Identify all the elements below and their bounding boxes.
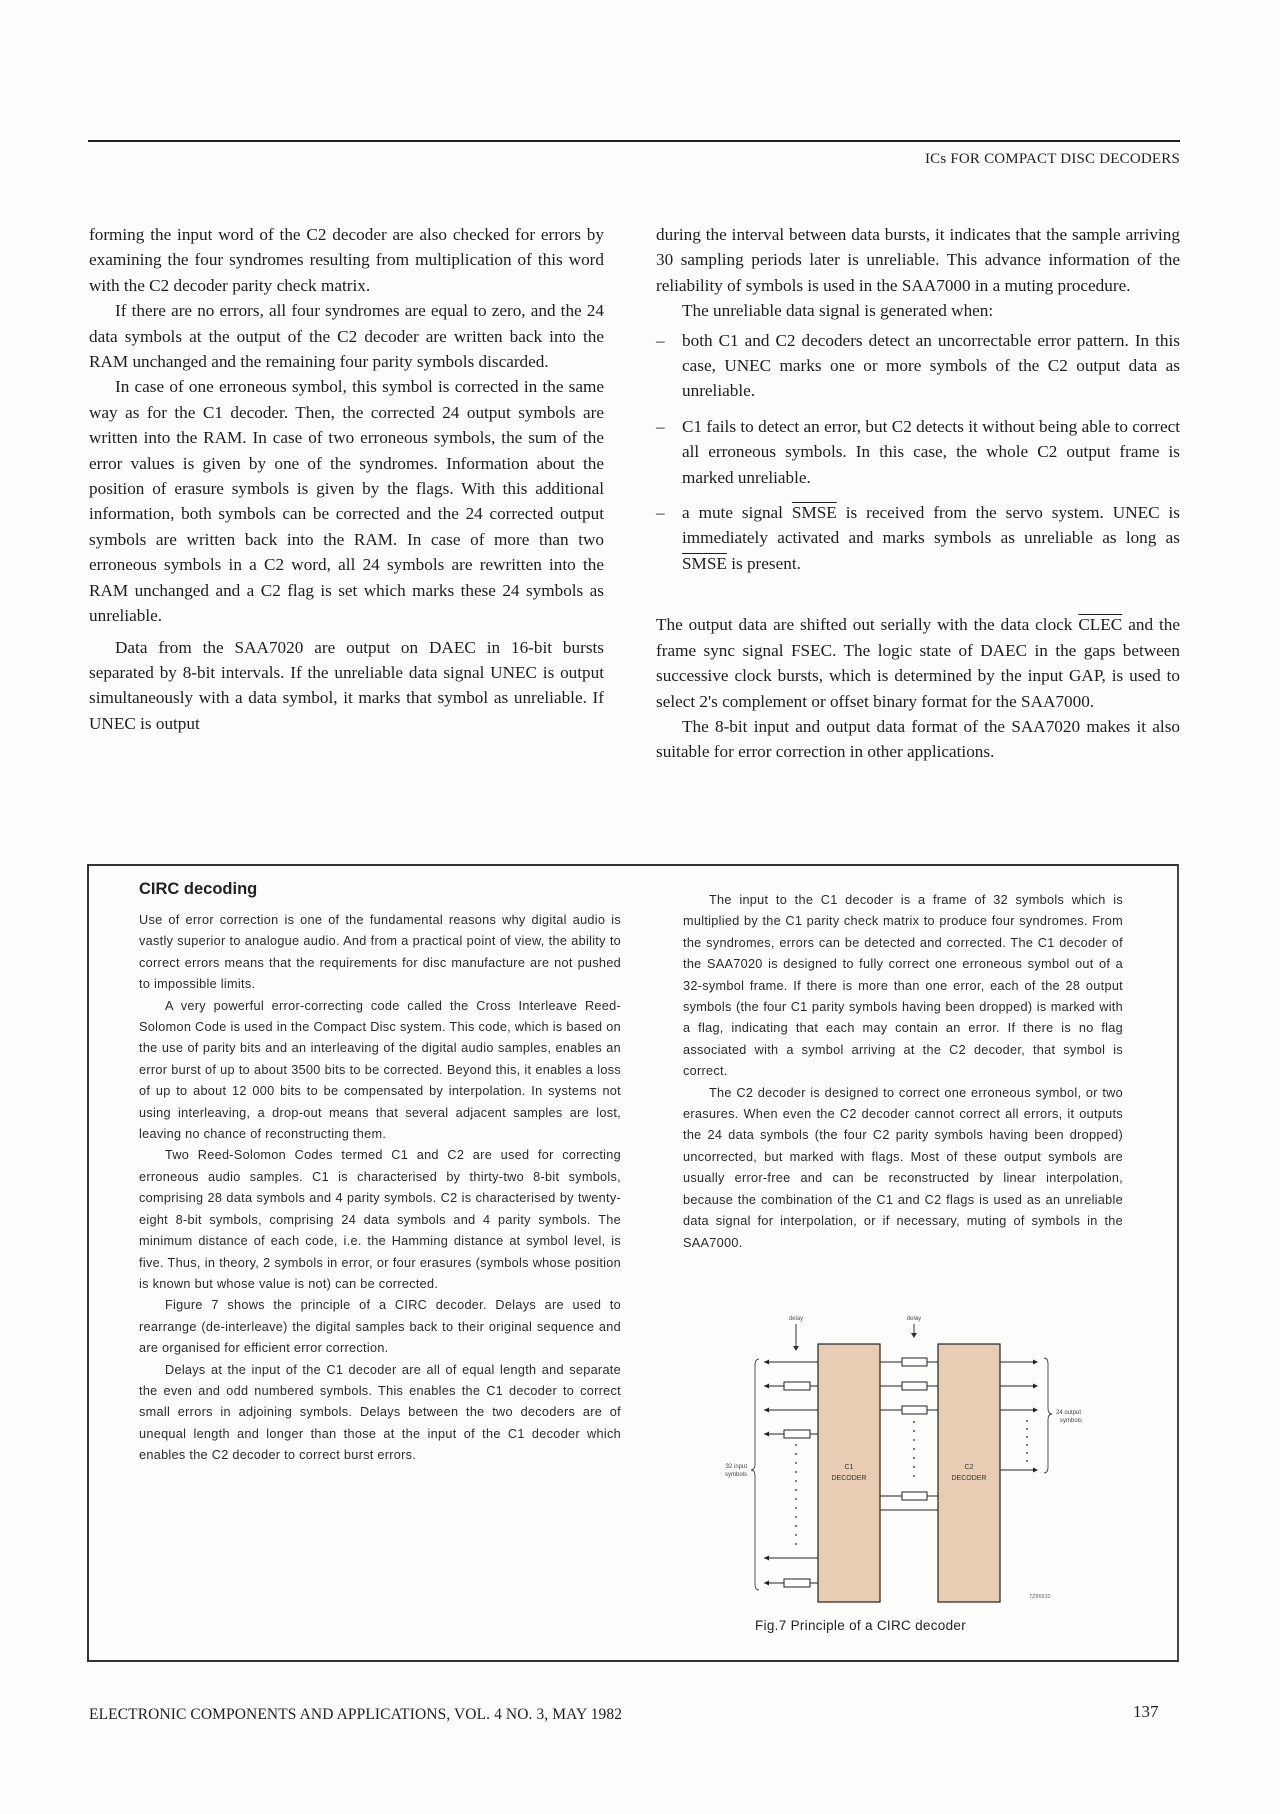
paragraph: If there are no errors, all four syndromes are equal to zero, and the 24 data symbols at the output of the C2 decoder are written back into the RAM unchanged and the remaining four parity symbols discarded.: [89, 301, 604, 372]
delay-label: delay: [788, 1316, 804, 1322]
paragraph: The 8-bit input and output data format of the SAA7020 makes it also suitable for error correction in other applications.: [656, 716, 1180, 762]
paragraph: In case of one erroneous symbol, this symbol is corrected in the same way as for the C1 decoder. Then, the corrected 24 output symbols are written into the RAM. In case of two erroneous symbols, the sum of the error values is given by one of the syndromes. Information about the position of erasure symbols is given by the flags. With this additional information, both symbols can be corrected and the 24 corrected output symbols are written back into the RAM. In case of more than two erroneous symbols in a C2 word, all 24 symbols are rewritten into the RAM unchanged and a C2 flag is set which marks these 24 symbols as unreliable.: [89, 377, 604, 626]
paragraph: Use of error correction is one of the fundamental reasons why digital audio is vastly superior to analogue audio. And from a practical point of view, the ability to correct errors means that the requirements for disc manufacture are not pushed to impossible limits.: [139, 913, 621, 992]
page-number: 137: [1133, 1702, 1159, 1721]
paragraph: during the interval between data bursts, it indicates that the sample arriving 30 sampling periods later is unreliable. This advance information of the reliability of symbols is used in the SAA7000 in a muting procedure.: [656, 225, 1180, 295]
paragraph: A very powerful error-correcting code called the Cross Interleave Reed-Solomon Code is used in the Compact Disc system. This code, which is based on the use of parity bits and an interleaving of the digital audio samples, enables an error burst of up to about 3500 bits to be corrected. Beyond this, it enables a loss of up to about 12 000 bits to be compensated by interpolation. In systems not using interleaving, a drop-out means that several adjacent samples are lost, leaving no chance of reconstructing them.: [139, 998, 621, 1142]
paragraph: Two Reed-Solomon Codes termed C1 and C2 are used for correcting erroneous audio samples. C1 is characterised by thirty-two 8-bit symbols, comprising 28 data symbols and 4 parity symbols. C2 is characterised by twenty-eight 8-bit symbols, comprising 24 data symbols and 4 parity symbols. The minimum distance of each code, i.e. the Hamming distance at symbol level, is five. Thus, in theory, 2 symbols in error, or four erasures (symbols whose position is known but whose value is not) can be corrected.: [139, 1148, 621, 1291]
figure-code: 7Z86532: [1029, 1594, 1051, 1600]
paragraph: The input to the C1 decoder is a frame of 32 symbols which is multiplied by the C1 parity check matrix to produce four syndromes. From the syndromes, errors can be detected and corrected. The C1 decoder of the SAA7020 is designed to fully correct one erroneous symbol out of a 32-symbol frame. If there is more than one error, each of the 28 output symbols (the four C1 parity symbols having been dropped) is marked with a flag, indicating that each may contain an error. If there is no flag associated with a symbol arriving at the C2 decoder, that symbol is correct.: [683, 893, 1123, 1079]
header-rule: [88, 140, 1180, 142]
svg-text:24 output: 24 output: [1056, 1410, 1082, 1416]
paragraph: Figure 7 shows the principle of a CIRC decoder. Delays are used to rearrange (de-interleave) the digital samples back to their original sequence and are organised for efficient error correction.: [139, 1298, 621, 1356]
smse-signal: SMSE: [682, 553, 727, 573]
paragraph: forming the input word of the C2 decoder are also checked for errors by examining the four syndromes resulting from multiplication of this word with the C2 decoder parity check matrix.: [89, 225, 604, 295]
body-left-column: [89, 222, 604, 736]
paragraph: Delays at the input of the C1 decoder are all of equal length and separate the even and odd numbered symbols. This enables the C1 decoder to correct small errors in adjoining symbols. Delays between the two decoders are of unequal length and longer than those at the input of the C1 decoder which enables the C2 decoder to correct burst errors.: [139, 1362, 621, 1463]
paragraph: The C2 decoder is designed to correct one erroneous symbol, or two erasures. When even the C2 decoder cannot correct all errors, it outputs the 24 data symbols (the four C2 parity symbols having been dropped) uncorrected, but marked with flags. Most of these output symbols are usually error-free and can be reconstructed by linear interpolation, because the combination of the C1 and C2 flags is used as an unreliable data signal for interpolation, or if necessary, muting of symbols in the SAA7000.: [683, 1085, 1123, 1250]
condition-list: [656, 328, 1180, 577]
figure-caption: Fig.7 Principle of a CIRC decoder: [755, 1618, 966, 1633]
list-lead: The unreliable data signal is generated when:: [682, 301, 994, 321]
delay-label: delay: [906, 1316, 922, 1322]
body-right-column: [656, 222, 1180, 765]
sidebar-title: CIRC decoding: [139, 880, 258, 898]
list-item: – a mute signal SMSE is received from the servo system. UNEC is immediately activated and marks symbols as unreliable as long as SMSE is present.: [656, 500, 1180, 576]
svg-text:32 input: 32 input: [725, 1464, 747, 1470]
c2-decoder-block: [938, 1344, 1000, 1602]
running-head: ICs FOR COMPACT DISC DECODERS: [924, 151, 1180, 167]
svg-text:C2: C2: [964, 1464, 974, 1471]
smse-signal: SMSE: [791, 503, 837, 523]
input-brace: [751, 1359, 759, 1590]
svg-text:symbols: symbols: [1060, 1418, 1083, 1424]
footer-journal: ELECTRONIC COMPONENTS AND APPLICATIONS, VOL. 4 NO. 3, MAY 1982: [89, 1706, 623, 1723]
output-brace: [1044, 1358, 1052, 1473]
svg-text:DECODER: DECODER: [831, 1475, 867, 1482]
circ-decoding-sidebar: [87, 864, 1179, 1662]
c1-decoder-block: [818, 1344, 880, 1602]
svg-text:symbols: symbols: [724, 1472, 747, 1478]
paragraph: The output data are shifted out serially with the data clock CLEC and the frame sync signal FSEC. The logic state of DAEC in the gaps between successive clock bursts, which is determined by the input GAP, is used to select 2's complement or offset binary format for the SAA7000.: [656, 615, 1180, 711]
circ-decoder-diagram: [709, 1304, 1149, 1604]
clec-signal: CLEC: [1078, 615, 1123, 635]
sidebar-right-column: [683, 890, 1123, 1254]
list-item: – C1 fails to detect an error, but C2 detects it without being able to correct all erroneous symbols. In this case, the whole C2 output frame is marked unreliable.: [656, 414, 1180, 490]
delay-element: [784, 1382, 810, 1587]
paragraph: Data from the SAA7020 are output on DAEC in 16-bit bursts separated by 8-bit intervals. If the unreliable data signal UNEC is output simultaneously with a data symbol, it marks that symbol as unreliable. If UNEC is output: [89, 637, 604, 733]
sidebar-left-column: [139, 910, 621, 1467]
list-item: – both C1 and C2 decoders detect an uncorrectable error pattern. In this case, UNEC marks one or more symbols of the C2 output data as unreliable.: [656, 328, 1180, 404]
svg-text:DECODER: DECODER: [951, 1475, 987, 1482]
svg-text:C1: C1: [844, 1464, 854, 1471]
